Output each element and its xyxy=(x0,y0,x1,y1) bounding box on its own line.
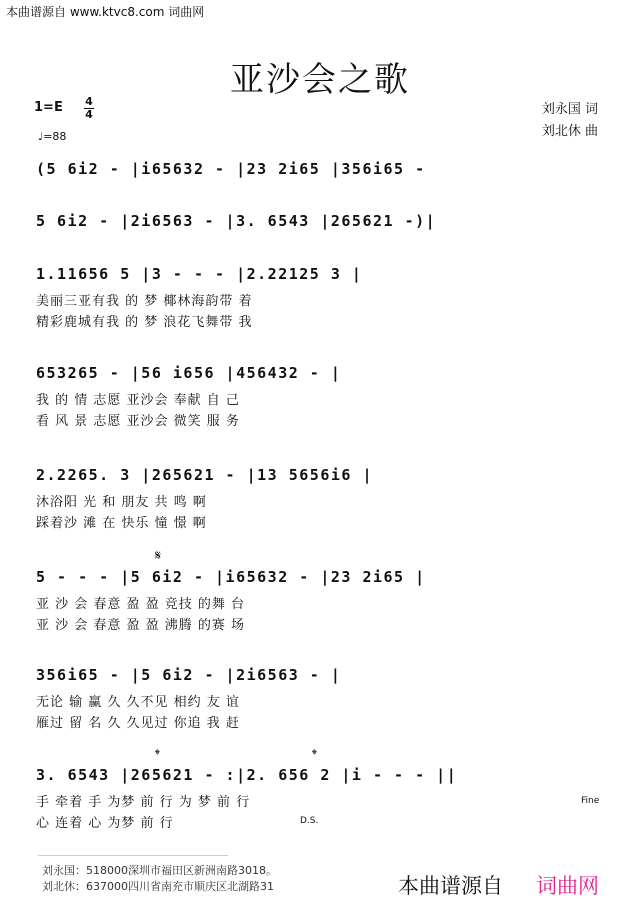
coda-mark-1: 𝄌 xyxy=(155,747,160,763)
time-signature-top: 4 xyxy=(85,95,93,108)
notation-row-8: 3. 6543 |265621 - :|2. 656 2 |i - - - || xyxy=(36,766,458,784)
lyric-row-8-verse-1: 手 牵着 手 为梦 前 行 为 梦 前 行 xyxy=(36,795,251,810)
lyric-row-6-verse-1: 亚 沙 会 春意 盈 盈 竞技 的舞 台 xyxy=(36,597,246,612)
ds-mark: D.S. xyxy=(300,816,319,826)
lyric-row-6-verse-2: 亚 沙 会 春意 盈 盈 沸腾 的赛 场 xyxy=(36,618,246,633)
time-signature-bottom: 4 xyxy=(85,108,93,121)
lyric-row-4-verse-2: 看 风 景 志愿 亚沙会 微笑 服 务 xyxy=(36,414,240,429)
time-signature xyxy=(84,96,94,121)
brand-name: 词曲网 xyxy=(536,874,599,898)
lyric-row-7-verse-1: 无论 输 赢 久 久不见 相约 友 谊 xyxy=(36,695,240,710)
song-title: 亚沙会之歌 xyxy=(230,60,410,100)
lyric-row-7-verse-2: 雁过 留 名 久 久见过 你追 我 赶 xyxy=(36,716,240,731)
footer-divider xyxy=(38,855,228,856)
notation-row-2: 5 6i2 - |2i6563 - |3. 6543 |265621 -)| xyxy=(36,212,437,230)
lyricist-credit: 刘永国 词 xyxy=(541,102,598,117)
lyric-row-5-verse-2: 踩着沙 滩 在 快乐 憧 憬 啊 xyxy=(36,516,207,531)
footer-address-lyricist: 刘永国：518000深圳市福田区新洲南路3018。 xyxy=(42,864,277,877)
brand-text: 本曲谱源自 xyxy=(398,874,503,898)
lyric-row-3-verse-1: 美丽三亚有我 的 梦 椰林海韵带 着 xyxy=(36,294,253,309)
fine-mark: Fine xyxy=(581,796,600,806)
notation-row-7: 356i65 - |5 6i2 - |2i6563 - | xyxy=(36,666,342,684)
lyric-row-4-verse-1: 我 的 情 志愿 亚沙会 奉献 自 己 xyxy=(36,393,240,408)
tempo-marking: ♩=88 xyxy=(38,130,67,143)
key-signature: 1=E xyxy=(34,100,63,115)
notation-row-1: (5 6i2 - |i65632 - |23 2i65 |356i65 - xyxy=(36,160,426,178)
source-banner: 本曲谱源自 www.ktvc8.com 词曲网 xyxy=(6,5,205,19)
composer-credit: 刘北休 曲 xyxy=(541,124,598,139)
notation-row-5: 2.2265. 3 |265621 - |13 5656i6 | xyxy=(36,466,373,484)
segno-mark: 𝄋 xyxy=(155,548,162,564)
lyric-row-3-verse-2: 精彩鹿城有我 的 梦 浪花飞舞带 我 xyxy=(36,315,253,330)
lyric-row-5-verse-1: 沐浴阳 光 和 朋友 共 鸣 啊 xyxy=(36,495,207,510)
lyric-row-8-verse-2: 心 连着 心 为梦 前 行 xyxy=(36,816,174,831)
notation-row-3: 1.11656 5 |3 - - - |2.22125 3 | xyxy=(36,265,363,283)
notation-row-4: 653265 - |56 i656 |456432 - | xyxy=(36,364,342,382)
footer-address-composer: 刘北休：637000四川省南充市顺庆区北湖路31 xyxy=(42,880,274,893)
notation-row-6: 5 - - - |5 6i2 - |i65632 - |23 2i65 | xyxy=(36,568,426,586)
coda-mark-2: 𝄌 xyxy=(312,747,317,763)
